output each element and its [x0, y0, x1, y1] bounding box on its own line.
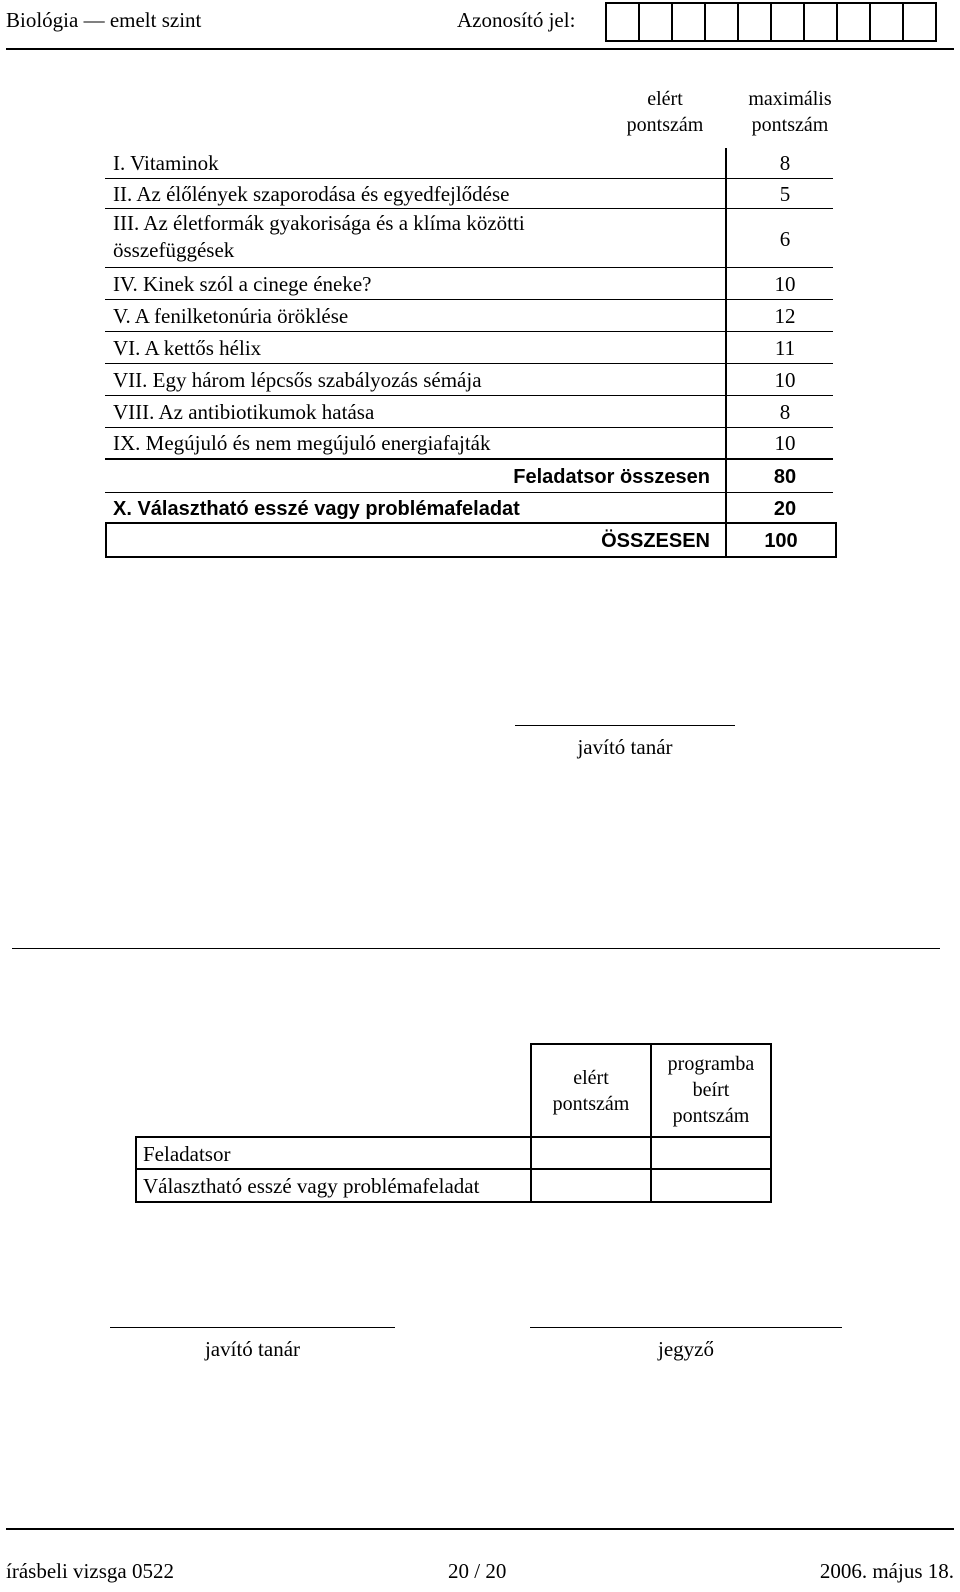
id-boxes[interactable]	[605, 2, 937, 42]
row-label: I. Vitaminok	[113, 151, 219, 175]
signature-label: javító tanár	[577, 735, 673, 759]
row-rule	[135, 1201, 772, 1203]
row-label: VII. Egy három lépcsős szabályozás sémája	[113, 368, 482, 392]
id-box[interactable]	[838, 4, 871, 40]
row-max: 10	[774, 368, 796, 392]
col-header-entered-line: pontszám	[672, 1105, 750, 1127]
row-rule	[105, 267, 833, 268]
row-max: 10	[774, 272, 796, 296]
id-box[interactable]	[673, 4, 706, 40]
essay-label: X. Választható esszé vagy problémafeladat	[113, 498, 520, 520]
row-rule	[135, 1136, 530, 1138]
row-label: Feladatsor	[143, 1142, 231, 1166]
col-header-entered-line: programba	[667, 1053, 755, 1075]
signature-line[interactable]	[530, 1327, 842, 1328]
row-rule	[105, 395, 833, 396]
separator-rule	[12, 948, 940, 949]
row-max: 8	[779, 400, 791, 424]
row-rule	[105, 178, 833, 179]
signature-label: jegyző	[658, 1337, 714, 1361]
signature-line[interactable]	[110, 1327, 395, 1328]
id-box[interactable]	[871, 4, 904, 40]
row-rule	[105, 208, 833, 209]
col-header-achieved: elért pontszám	[626, 88, 704, 136]
row-max: 8	[779, 151, 791, 175]
footer-exam: írásbeli vizsga 0522	[6, 1559, 174, 1583]
header-subject: Biológia — emelt szint	[6, 8, 202, 32]
id-box[interactable]	[904, 4, 937, 40]
col-divider	[135, 1136, 137, 1203]
footer-page: 20 / 20	[448, 1559, 507, 1583]
row-label-continued: összefüggések	[113, 238, 235, 262]
row-label: IV. Kinek szól a cinege éneke?	[113, 272, 372, 296]
row-label: Választható esszé vagy problémafeladat	[143, 1174, 480, 1198]
id-box[interactable]	[607, 4, 640, 40]
essay-value: 20	[773, 498, 797, 520]
subtotal-label: Feladatsor összesen	[513, 466, 710, 488]
row-max: 10	[774, 431, 796, 455]
row-label: III. Az életformák gyakorisága és a klíma közötti	[113, 211, 525, 235]
id-box[interactable]	[739, 4, 772, 40]
total-value: 100	[764, 530, 798, 552]
signature-label: javító tanár	[204, 1337, 301, 1361]
row-label: II. Az élőlények szaporodása és egyedfejlődése	[113, 182, 510, 206]
row-max: 12	[774, 304, 796, 328]
row-max: 5	[779, 182, 791, 206]
signature-line[interactable]	[515, 725, 735, 726]
row-label: VI. A kettős hélix	[113, 336, 262, 360]
row-max: 6	[779, 227, 791, 251]
row-rule	[105, 427, 833, 428]
row-label: VIII. Az antibiotikumok hatása	[113, 400, 375, 424]
id-box[interactable]	[805, 4, 838, 40]
total-label: ÖSSZESEN	[601, 530, 710, 552]
row-rule	[105, 299, 833, 300]
row-label: V. A fenilketonúria öröklése	[113, 304, 349, 328]
id-box[interactable]	[706, 4, 739, 40]
row-rule	[105, 458, 833, 460]
row-rule	[105, 492, 833, 493]
row-rule	[135, 1168, 772, 1170]
id-box[interactable]	[772, 4, 805, 40]
col-header-achieved-2: elért pontszám	[552, 1067, 630, 1115]
footer-rule	[6, 1528, 954, 1530]
row-label: IX. Megújuló és nem megújuló energiafajták	[113, 431, 491, 455]
col-header-max: maximális pontszám	[748, 88, 832, 136]
header-rule	[6, 48, 954, 50]
row-rule	[105, 331, 833, 332]
id-label: Azonosító jel:	[457, 8, 576, 32]
col-header-entered-line: beírt	[692, 1079, 730, 1101]
row-max: 11	[774, 336, 796, 360]
id-box[interactable]	[640, 4, 673, 40]
row-rule	[105, 363, 833, 364]
col-header-entered	[652, 1051, 770, 1129]
footer-date: 2006. május 18.	[819, 1559, 954, 1583]
subtotal-value: 80	[773, 466, 797, 488]
